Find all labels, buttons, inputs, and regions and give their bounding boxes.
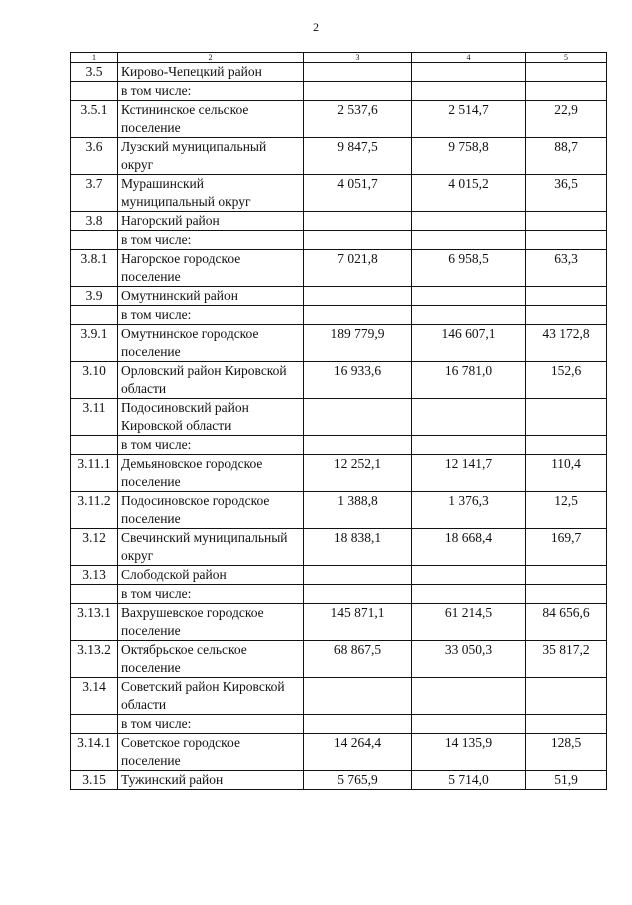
page-number: 2 xyxy=(313,20,319,34)
table-row xyxy=(71,492,607,529)
row-col5-cell xyxy=(526,678,607,715)
row-col4-cell: 4 015,2 xyxy=(412,175,526,212)
table-row xyxy=(71,734,607,771)
row-col4-cell: 1 376,3 xyxy=(412,492,526,529)
row-name-cell: Мурашинский муниципальный округ xyxy=(118,175,304,212)
table-row xyxy=(71,63,607,82)
row-col5-cell: 128,5 xyxy=(526,734,607,771)
table-row xyxy=(71,362,607,399)
row-number-cell: 3.15 xyxy=(71,771,118,790)
row-col4-cell xyxy=(412,212,526,231)
row-name-cell: Нагорское городское поселение xyxy=(118,250,304,287)
table-row xyxy=(71,585,607,604)
table-row xyxy=(71,436,607,455)
row-col3-cell xyxy=(304,287,412,306)
row-number-cell: 3.14 xyxy=(71,678,118,715)
row-col4-cell xyxy=(412,82,526,101)
table-row xyxy=(71,604,607,641)
row-col5-cell: 110,4 xyxy=(526,455,607,492)
table-row xyxy=(71,399,607,436)
row-number-cell: 3.9.1 xyxy=(71,325,118,362)
row-number-cell xyxy=(71,715,118,734)
row-col5-cell xyxy=(526,436,607,455)
header-col-2: 2 xyxy=(118,53,304,63)
row-col4-cell xyxy=(412,585,526,604)
row-col3-cell: 7 021,8 xyxy=(304,250,412,287)
row-col3-cell xyxy=(304,63,412,82)
row-col3-cell xyxy=(304,212,412,231)
row-col3-cell: 1 388,8 xyxy=(304,492,412,529)
header-col-3: 3 xyxy=(304,53,412,63)
row-col4-cell: 33 050,3 xyxy=(412,641,526,678)
row-col5-cell: 51,9 xyxy=(526,771,607,790)
table-row xyxy=(71,771,607,790)
row-col5-cell xyxy=(526,63,607,82)
header-col-4: 4 xyxy=(412,53,526,63)
row-col5-cell xyxy=(526,715,607,734)
row-col3-cell xyxy=(304,231,412,250)
row-number-cell: 3.10 xyxy=(71,362,118,399)
row-col3-cell: 145 871,1 xyxy=(304,604,412,641)
table-row xyxy=(71,212,607,231)
row-col3-cell: 5 765,9 xyxy=(304,771,412,790)
row-number-cell: 3.14.1 xyxy=(71,734,118,771)
table-row xyxy=(71,529,607,566)
row-name-cell: Нагорский район xyxy=(118,212,304,231)
table-row xyxy=(71,455,607,492)
row-name-cell: Лузский муниципальный округ xyxy=(118,138,304,175)
table-row xyxy=(71,231,607,250)
budget-table xyxy=(70,52,607,790)
row-number-cell xyxy=(71,231,118,250)
row-number-cell xyxy=(71,82,118,101)
row-name-cell: Подосиновский район Кировской области xyxy=(118,399,304,436)
row-col4-cell: 5 714,0 xyxy=(412,771,526,790)
row-col5-cell xyxy=(526,287,607,306)
row-name-cell: Демьяновское городское поселение xyxy=(118,455,304,492)
table-row xyxy=(71,250,607,287)
row-col3-cell: 12 252,1 xyxy=(304,455,412,492)
row-col4-cell: 2 514,7 xyxy=(412,101,526,138)
row-col3-cell xyxy=(304,436,412,455)
row-col4-cell xyxy=(412,287,526,306)
row-number-cell: 3.9 xyxy=(71,287,118,306)
table-row xyxy=(71,306,607,325)
row-col4-cell xyxy=(412,63,526,82)
row-col3-cell: 16 933,6 xyxy=(304,362,412,399)
row-name-cell: в том числе: xyxy=(118,585,304,604)
row-name-cell: Советский район Кировской области xyxy=(118,678,304,715)
row-col5-cell: 12,5 xyxy=(526,492,607,529)
row-col5-cell: 88,7 xyxy=(526,138,607,175)
header-col-5: 5 xyxy=(526,53,607,63)
row-col5-cell xyxy=(526,231,607,250)
row-col5-cell: 84 656,6 xyxy=(526,604,607,641)
row-col5-cell xyxy=(526,82,607,101)
row-col5-cell: 152,6 xyxy=(526,362,607,399)
row-col4-cell xyxy=(412,436,526,455)
row-name-cell: Кстининское сельское поселение xyxy=(118,101,304,138)
row-name-cell: Слободской район xyxy=(118,566,304,585)
row-col4-cell: 18 668,4 xyxy=(412,529,526,566)
row-number-cell: 3.5 xyxy=(71,63,118,82)
row-name-cell: Вахрушевское городское поселение xyxy=(118,604,304,641)
row-col3-cell xyxy=(304,566,412,585)
row-col4-cell: 6 958,5 xyxy=(412,250,526,287)
row-col3-cell xyxy=(304,585,412,604)
row-col4-cell: 16 781,0 xyxy=(412,362,526,399)
row-col3-cell: 189 779,9 xyxy=(304,325,412,362)
table-row xyxy=(71,101,607,138)
row-col5-cell: 22,9 xyxy=(526,101,607,138)
row-number-cell xyxy=(71,306,118,325)
table-body xyxy=(71,53,607,790)
row-number-cell: 3.13.2 xyxy=(71,641,118,678)
row-name-cell: в том числе: xyxy=(118,715,304,734)
row-col5-cell xyxy=(526,566,607,585)
row-name-cell: Омутнинский район xyxy=(118,287,304,306)
row-col4-cell: 61 214,5 xyxy=(412,604,526,641)
row-col5-cell: 169,7 xyxy=(526,529,607,566)
row-number-cell: 3.11.2 xyxy=(71,492,118,529)
row-name-cell: Тужинский район xyxy=(118,771,304,790)
row-col3-cell xyxy=(304,306,412,325)
row-number-cell: 3.8 xyxy=(71,212,118,231)
row-col4-cell xyxy=(412,306,526,325)
row-number-cell: 3.5.1 xyxy=(71,101,118,138)
row-col3-cell xyxy=(304,82,412,101)
row-number-cell: 3.11.1 xyxy=(71,455,118,492)
row-col5-cell xyxy=(526,212,607,231)
row-name-cell: в том числе: xyxy=(118,82,304,101)
row-name-cell: в том числе: xyxy=(118,231,304,250)
table-row xyxy=(71,175,607,212)
row-col3-cell xyxy=(304,715,412,734)
row-col4-cell: 14 135,9 xyxy=(412,734,526,771)
row-col4-cell: 146 607,1 xyxy=(412,325,526,362)
row-col4-cell xyxy=(412,715,526,734)
row-name-cell: Кирово-Чепецкий район xyxy=(118,63,304,82)
row-name-cell: Подосиновское городское поселение xyxy=(118,492,304,529)
table-row xyxy=(71,138,607,175)
row-col4-cell xyxy=(412,231,526,250)
row-col4-cell xyxy=(412,678,526,715)
row-name-cell: в том числе: xyxy=(118,306,304,325)
row-number-cell: 3.11 xyxy=(71,399,118,436)
table-row xyxy=(71,641,607,678)
table-row xyxy=(71,715,607,734)
row-col5-cell: 63,3 xyxy=(526,250,607,287)
row-name-cell: в том числе: xyxy=(118,436,304,455)
row-col5-cell xyxy=(526,399,607,436)
row-name-cell: Октябрьское сельское поселение xyxy=(118,641,304,678)
row-col4-cell: 9 758,8 xyxy=(412,138,526,175)
row-number-cell: 3.7 xyxy=(71,175,118,212)
row-number-cell: 3.13 xyxy=(71,566,118,585)
row-number-cell: 3.6 xyxy=(71,138,118,175)
row-name-cell: Орловский район Кировской области xyxy=(118,362,304,399)
row-col3-cell: 68 867,5 xyxy=(304,641,412,678)
table-row xyxy=(71,678,607,715)
table-header-row xyxy=(71,53,607,63)
row-number-cell xyxy=(71,436,118,455)
row-col3-cell: 4 051,7 xyxy=(304,175,412,212)
row-col3-cell xyxy=(304,399,412,436)
row-col5-cell: 35 817,2 xyxy=(526,641,607,678)
row-col5-cell: 43 172,8 xyxy=(526,325,607,362)
row-col4-cell xyxy=(412,399,526,436)
table-row xyxy=(71,566,607,585)
row-col3-cell: 14 264,4 xyxy=(304,734,412,771)
table-row xyxy=(71,325,607,362)
row-col3-cell: 18 838,1 xyxy=(304,529,412,566)
row-col3-cell: 2 537,6 xyxy=(304,101,412,138)
row-name-cell: Свечинский муниципальный округ xyxy=(118,529,304,566)
row-col5-cell: 36,5 xyxy=(526,175,607,212)
row-col5-cell xyxy=(526,306,607,325)
row-col5-cell xyxy=(526,585,607,604)
row-col3-cell: 9 847,5 xyxy=(304,138,412,175)
row-col4-cell: 12 141,7 xyxy=(412,455,526,492)
row-number-cell: 3.12 xyxy=(71,529,118,566)
row-number-cell: 3.8.1 xyxy=(71,250,118,287)
row-number-cell: 3.13.1 xyxy=(71,604,118,641)
header-col-1: 1 xyxy=(71,53,118,63)
row-number-cell xyxy=(71,585,118,604)
row-name-cell: Советское городское поселение xyxy=(118,734,304,771)
row-col4-cell xyxy=(412,566,526,585)
row-name-cell: Омутнинское городское поселение xyxy=(118,325,304,362)
row-col3-cell xyxy=(304,678,412,715)
table-row xyxy=(71,287,607,306)
table-row xyxy=(71,82,607,101)
